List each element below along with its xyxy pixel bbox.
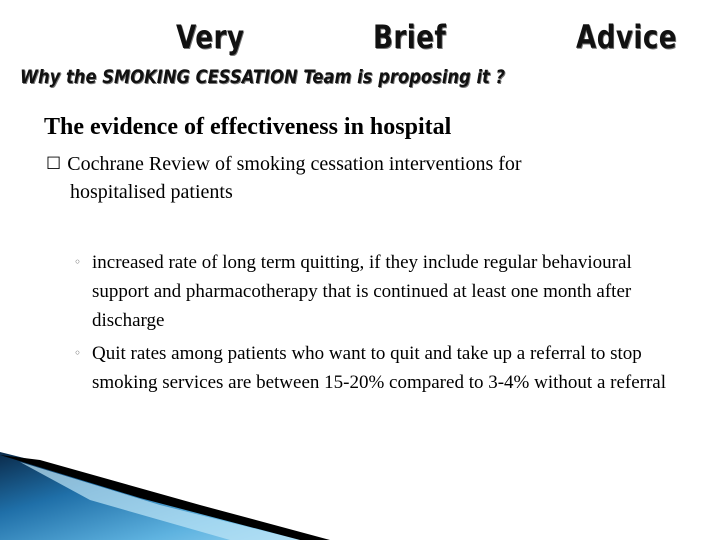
checkbox-bullet-icon: ☐ bbox=[46, 154, 62, 174]
sub-bullet-text: Quit rates among patients who want to quit and take up a referral to stop smoking services are between 15-20% compared to 3-4% without a referral bbox=[92, 343, 667, 393]
bullet-text-line1: Cochrane Review of smoking cessation interventions for bbox=[67, 153, 522, 175]
title-word-very: Very bbox=[176, 18, 245, 56]
section-heading: The evidence of effectiveness in hospital bbox=[44, 114, 452, 140]
ring-bullet-icon: ◦ bbox=[74, 255, 82, 269]
ring-bullet-icon: ◦ bbox=[74, 346, 82, 360]
bullet-text-line2: hospitalised patients bbox=[70, 181, 233, 203]
title-word-advice: Advice bbox=[576, 18, 678, 56]
sub-bullet-text: increased rate of long term quitting, if they include regular behavioural support and pharmacotherapy that is continued at least one month after discharge bbox=[92, 252, 632, 331]
title-word-brief: Brief bbox=[373, 18, 447, 56]
slide-subtitle: Why the SMOKING CESSATION Team is proposing it ? bbox=[20, 66, 506, 88]
